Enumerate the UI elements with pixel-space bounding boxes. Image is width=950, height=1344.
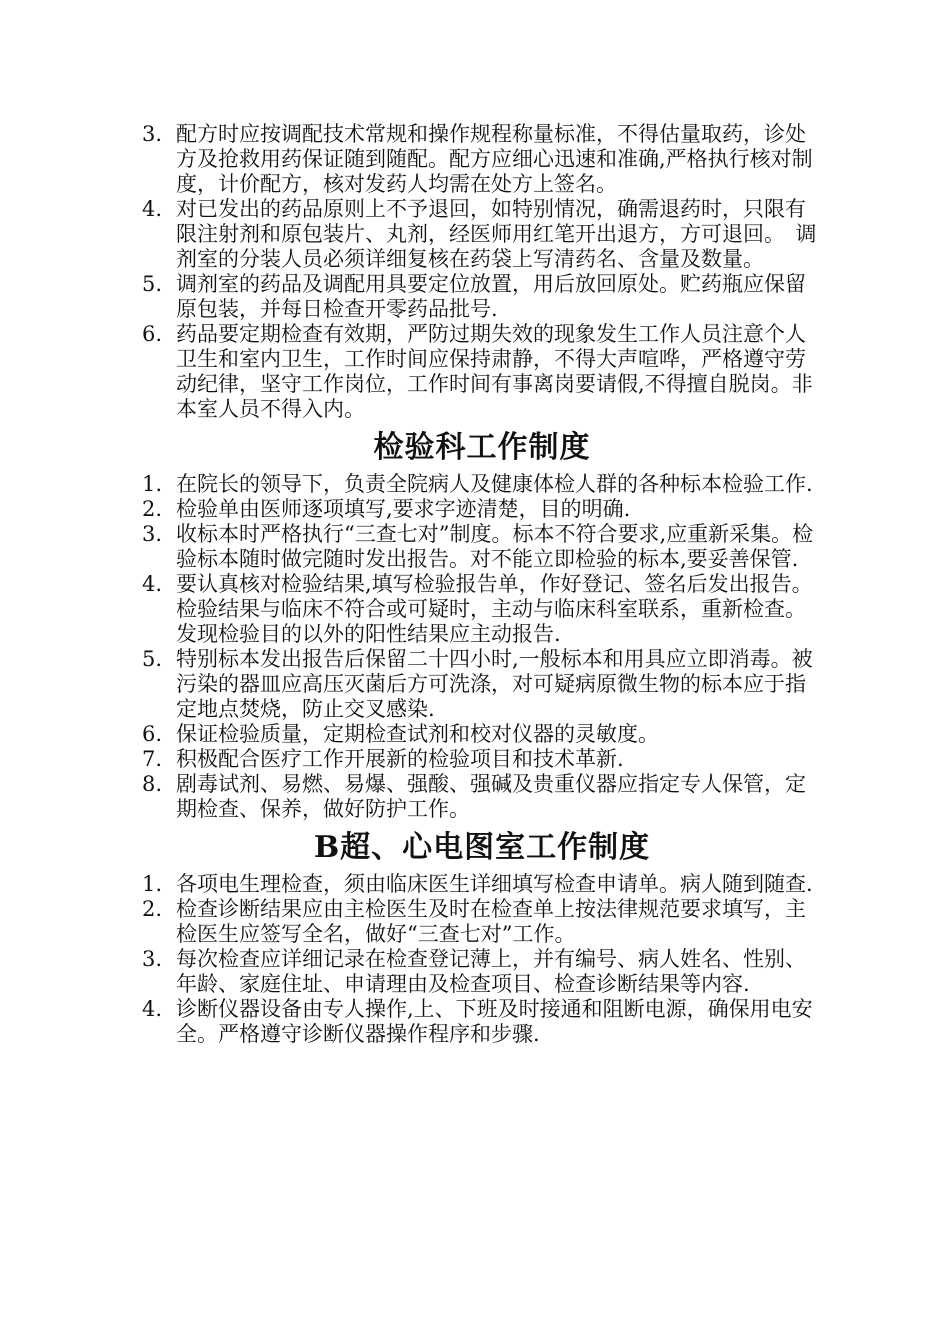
item-number: 4. bbox=[142, 572, 163, 596]
pharmacy-rules-list bbox=[142, 122, 822, 422]
item-number: 6. bbox=[142, 322, 163, 346]
item-number: 4. bbox=[142, 997, 163, 1021]
item-text: 检验单由医师逐项填写,要求字迹清楚，目的明确. bbox=[176, 497, 631, 521]
item-number: 1. bbox=[142, 472, 163, 496]
item-text: 配方时应按调配技术常规和操作规程称量标准，不得估量取药，诊处方及抢救用药保证随到随配。配方应细心迅速和准确,严格执行核对制度，计价配方，核对发药人均需在处方上签名。 bbox=[176, 122, 813, 196]
ultrasound-section-title: B超、心电图室工作制度 bbox=[313, 830, 651, 865]
item-text: 保证检验质量，定期检查试剂和校对仪器的灵敏度。 bbox=[176, 722, 659, 746]
ultrasound-rules-list bbox=[142, 872, 822, 1047]
item-number: 1. bbox=[142, 872, 163, 896]
list-item bbox=[142, 572, 822, 647]
item-text: 调剂室的药品及调配用具要定位放置，用后放回原处。贮药瓶应保留原包装，并每日检查开零药品批号. bbox=[176, 272, 806, 321]
item-text: 剧毒试剂、易燃、易爆、强酸、强碱及贵重仪器应指定专人保管，定期检查、保养，做好防护工作。 bbox=[176, 772, 806, 821]
list-item bbox=[142, 272, 822, 322]
item-number: 3. bbox=[142, 122, 163, 146]
item-text: 要认真核对检验结果,填写检验报告单，作好登记、签名后发出报告。检验结果与临床不符合或可疑时，主动与临床科室联系，重新检查。发现检验目的以外的阳性结果应主动报告. bbox=[176, 572, 813, 646]
item-number: 2. bbox=[142, 497, 163, 521]
item-number: 7. bbox=[142, 747, 163, 771]
list-item bbox=[142, 722, 822, 747]
list-item bbox=[142, 472, 822, 497]
item-text: 每次检查应详细记录在检查登记薄上，并有编号、病人姓名、性别、年龄、家庭住址、申请理由及检查项目、检查诊断结果等内容. bbox=[176, 947, 806, 996]
item-text: 药品要定期检查有效期，严防过期失效的现象发生工作人员注意个人卫生和室内卫生，工作时间应保持肃静，不得大声喧哗，严格遵守劳动纪律，坚守工作岗位，工作时间有事离岗要请假,不得擅自脱岗。非本室人员不得入内。 bbox=[176, 322, 813, 421]
item-text: 在院长的领导下，负责全院病人及健康体检人群的各种标本检验工作. bbox=[176, 472, 813, 496]
list-item bbox=[142, 897, 822, 947]
list-item bbox=[142, 772, 822, 822]
item-number: 5. bbox=[142, 272, 163, 296]
item-number: 3. bbox=[142, 947, 163, 971]
item-text: 积极配合医疗工作开展新的检验项目和技术革新. bbox=[176, 747, 624, 771]
list-item bbox=[142, 747, 822, 772]
item-number: 4. bbox=[142, 197, 163, 221]
item-text: 各项电生理检查，须由临床医生详细填写检查申请单。病人随到随查. bbox=[176, 872, 813, 896]
lab-section-title: 检验科工作制度 bbox=[373, 430, 591, 465]
item-text: 检查诊断结果应由主检医生及时在检查单上按法律规范要求填写，主检医生应签写全名，做好“三查七对”工作。 bbox=[176, 897, 806, 946]
list-item bbox=[142, 197, 822, 272]
document-page bbox=[142, 122, 822, 1047]
item-text: 对已发出的药品原则上不予退回，如特别情况，确需退药时，只限有限注射剂和原包装片、丸剂，经医师用红笔开出退方，方可退回。 调剂室的分装人员必须详细复核在药袋上写清药名、含量及数量。 bbox=[176, 197, 817, 271]
list-item bbox=[142, 647, 822, 722]
item-number: 6. bbox=[142, 722, 163, 746]
list-item bbox=[142, 872, 822, 897]
list-item bbox=[142, 497, 822, 522]
item-number: 2. bbox=[142, 897, 163, 921]
item-text: 收标本时严格执行“三查七对”制度。标本不符合要求,应重新采集。检验标本随时做完随时发出报告。对不能立即检验的标本,要妥善保管. bbox=[176, 522, 814, 571]
lab-rules-list bbox=[142, 472, 822, 822]
item-text: 特别标本发出报告后保留二十四小时,一般标本和用具应立即消毒。被污染的器皿应高压灭菌后方可洗涤，对可疑病原微生物的标本应于指定地点焚烧，防止交叉感染. bbox=[176, 647, 813, 721]
list-item bbox=[142, 522, 822, 572]
list-item bbox=[142, 122, 822, 197]
item-number: 3. bbox=[142, 522, 163, 546]
list-item bbox=[142, 997, 822, 1047]
item-number: 5. bbox=[142, 647, 163, 671]
list-item bbox=[142, 322, 822, 422]
item-number: 8. bbox=[142, 772, 163, 796]
item-text: 诊断仪器设备由专人操作,上、下班及时接通和阻断电源，确保用电安全。严格遵守诊断仪器操作程序和步骤. bbox=[176, 997, 813, 1046]
list-item bbox=[142, 947, 822, 997]
